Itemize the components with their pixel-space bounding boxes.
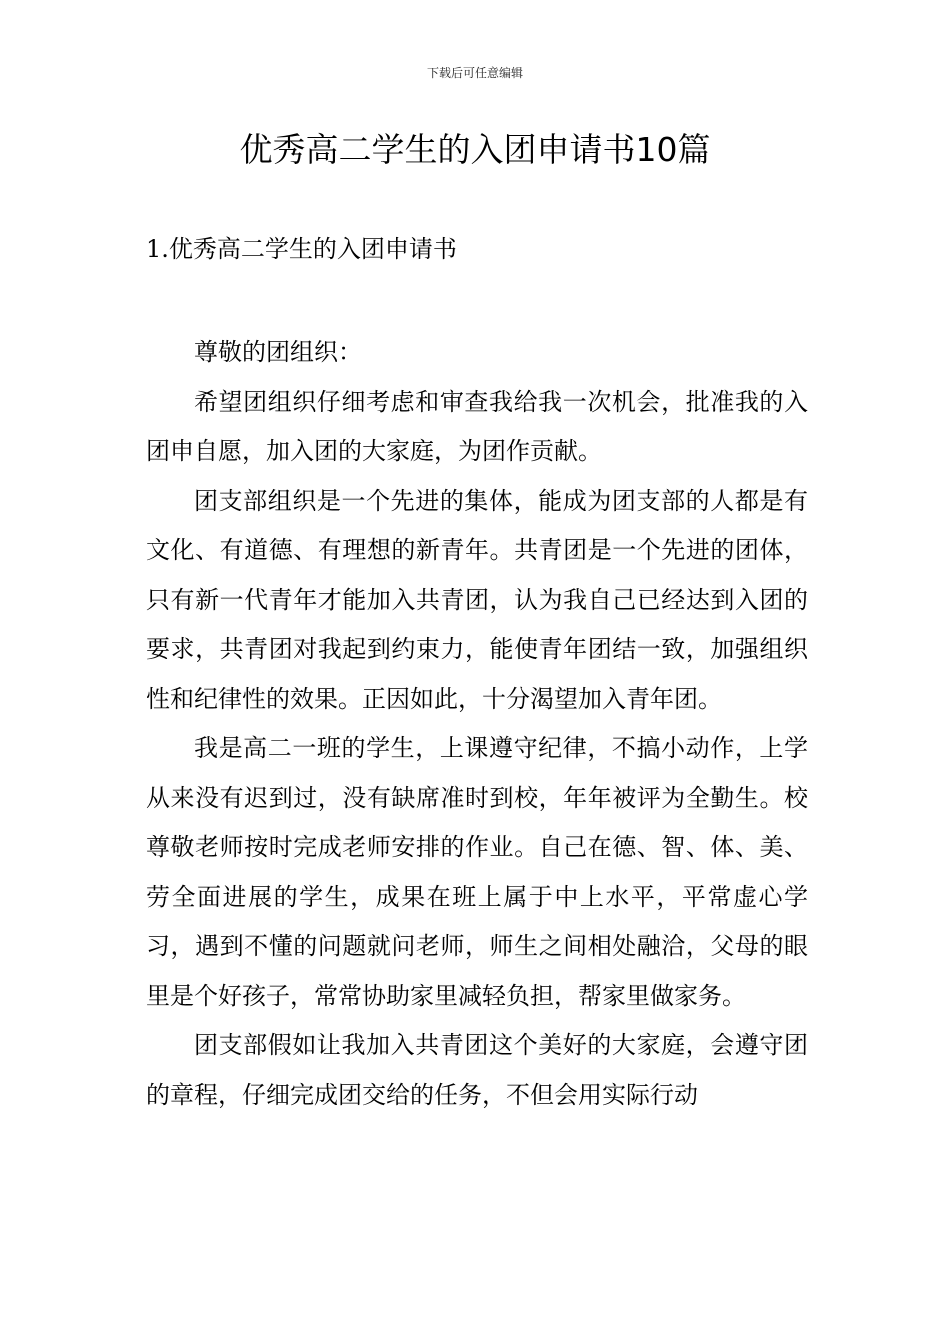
document-body [146,328,808,1120]
header-note: 下载后可任意编辑 [426,66,523,80]
salutation: 尊敬的团组织： [194,338,362,366]
paragraph-4: 团支部假如让我加入共青团这个美好的大家庭，会遵守团的章程，仔细完成团交给的任务，不但会用实际行动 [146,1031,808,1109]
document-title: 优秀高二学生的入团申请书10篇 [239,130,711,169]
paragraph-3: 我是高二一班的学生，上课遵守纪律，不搞小动作，上学从来没有迟到过，没有缺席准时到校，年年被评为全勤生。校尊敬老师按时完成老师安排的作业。自己在德、智、体、美、劳全面进展的学生，成果在班上属于中上水平，平常虚心学习，遇到不懂的问题就问老师，师生之间相处融洽，父母的眼里是个好孩子，常常协助家里减轻负担，帮家里做家务。 [146,734,808,1010]
section-heading: 1.优秀高二学生的入团申请书 [146,235,457,263]
paragraph-1: 希望团组织仔细考虑和审查我给我一次机会，批准我的入团申自愿，加入团的大家庭，为团作贡献。 [146,387,808,465]
paragraph-2: 团支部组织是一个先进的集体，能成为团支部的人都是有文化、有道德、有理想的新青年。共青团是一个先进的团体，只有新一代青年才能加入共青团，认为我自己已经达到入团的要求，共青团对我起到约束力，能使青年团结一致，加强组织性和纪律性的效果。正因如此，十分渴望加入青年团。 [146,486,808,713]
